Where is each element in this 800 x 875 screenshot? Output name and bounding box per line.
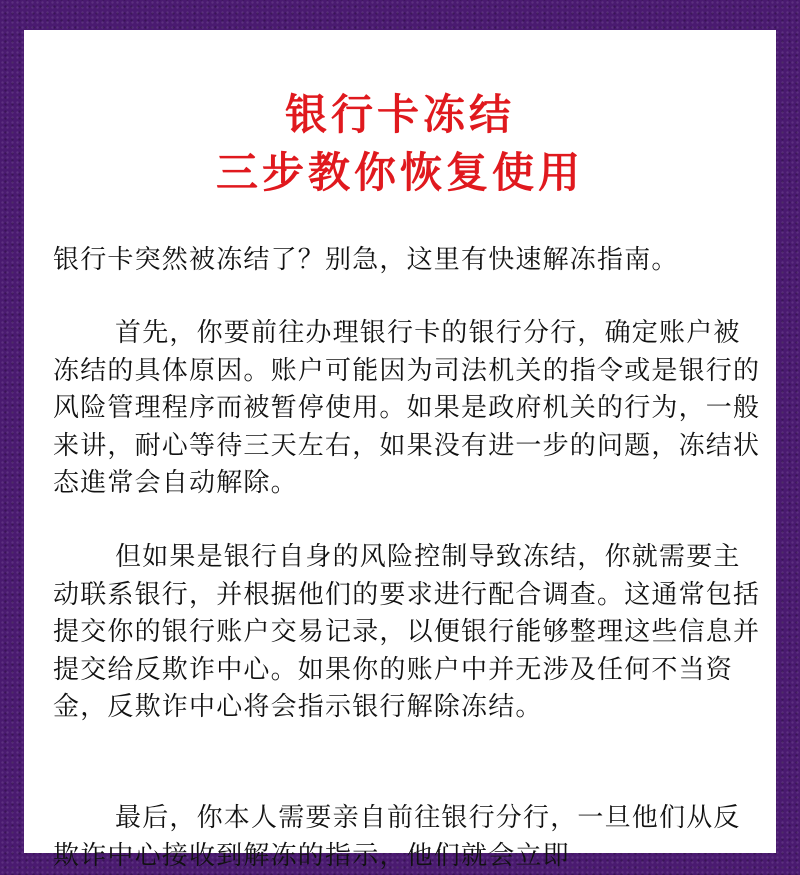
paragraph-3: 最后，你本人需要亲自前往银行分行，一旦他们从反欺诈中心接收到解冻的指示，他们就会立即: [53, 803, 741, 871]
title-line-2: 三步教你恢复使用: [215, 148, 584, 197]
title-line-1: 银行卡冻结: [284, 90, 515, 139]
paragraph-1: 首先，你要前往办理银行卡的银行分行，确定账户被冻结的具体原因。账户可能因为司法机关的指令或是银行的风险管理程序而被暂停使用。如果是政府机关的行为，一般来讲，耐心等待三天左右，如果没有进一步的问题，冻结状态進常会自动解除。: [53, 318, 761, 498]
intro-paragraph: 银行卡突然被冻结了？别急，这里有快速解冻指南。: [53, 245, 679, 275]
paragraph-2: 但如果是银行自身的风险控制导致冻结，你就需要主动联系银行，并根据他们的要求进行配合调查。这通常包括提交你的银行账户交易记录，以便银行能够整理这些信息并提交给反欺诈中心。如果你的账户中并无涉及任何不当资金，反欺诈中心将会指示银行解除冻结。: [53, 542, 761, 722]
article-card: [24, 30, 776, 871]
